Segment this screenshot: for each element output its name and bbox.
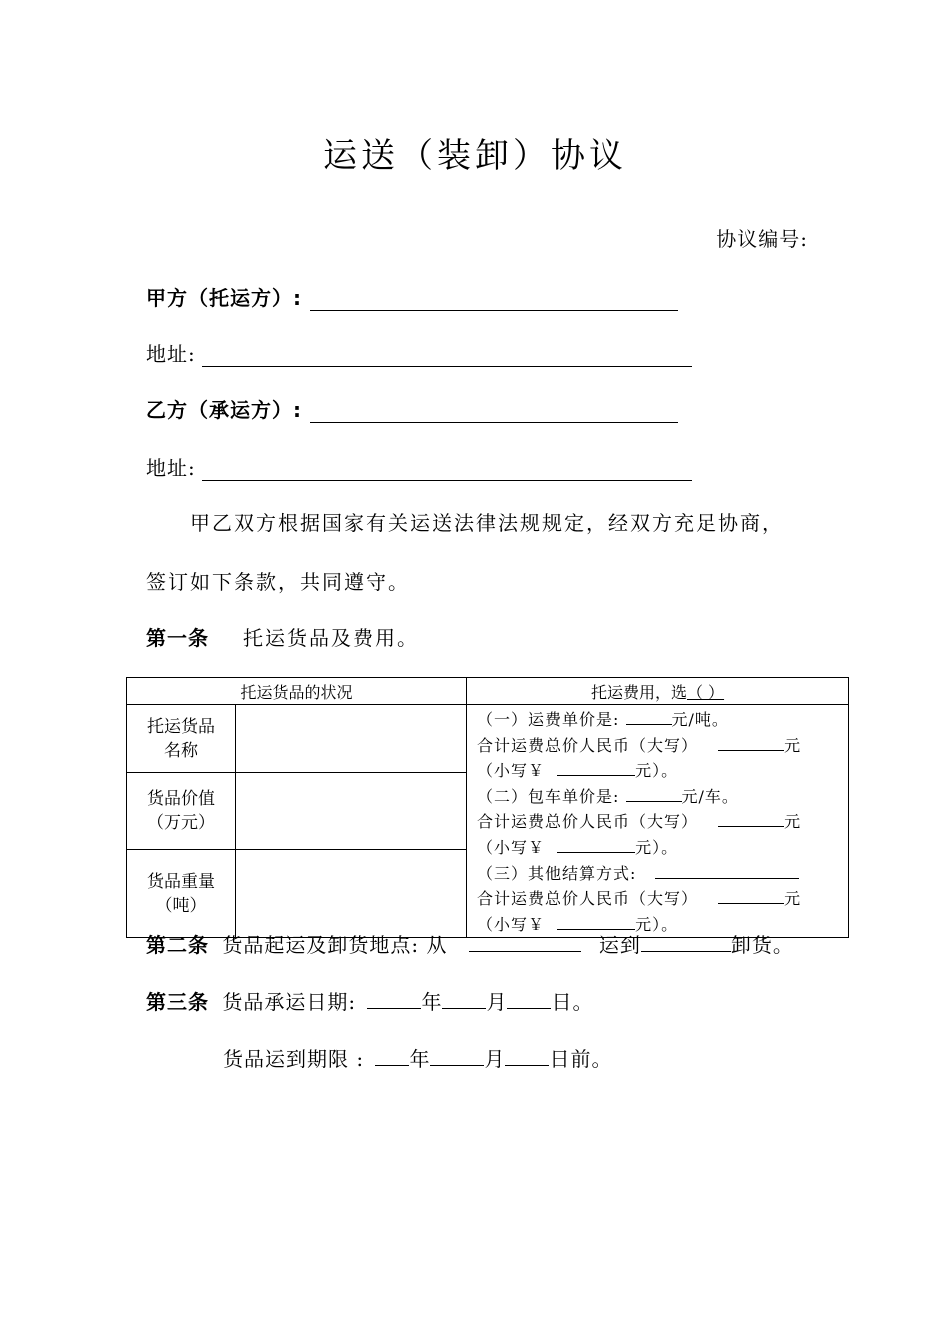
deadline-year-label: 年: [409, 1047, 431, 1071]
clause-2-to-label: 运到: [598, 933, 641, 957]
origin-blank[interactable]: [469, 932, 581, 952]
clause-2: [146, 929, 794, 958]
party-a-address-blank[interactable]: [202, 346, 692, 367]
deadline-day-label: 日前。: [549, 1047, 613, 1071]
party-b-blank[interactable]: [310, 402, 678, 423]
clause-3-title: 第三条: [146, 990, 209, 1014]
unit-price-vehicle-blank[interactable]: [626, 784, 682, 802]
total-small-2-blank[interactable]: [557, 835, 635, 853]
document-title: 运送（装卸）协议: [323, 136, 627, 176]
year-label: 年: [421, 990, 443, 1014]
unit-price-ton-blank[interactable]: [626, 707, 672, 725]
header-goods-status: 托运货品的状况: [127, 678, 467, 705]
fee-total-3: 合计运费总价人民币（大写） 元: [477, 886, 848, 912]
row-label-goods-value: 货品价值 （万元）: [127, 773, 236, 850]
party-a-address-row: [146, 338, 692, 367]
fee-total-2: 合计运费总价人民币（大写） 元: [477, 809, 848, 835]
clause-2-from-label: 货品起运及卸货地点: 从: [222, 933, 448, 957]
goods-name-cell[interactable]: [236, 705, 467, 773]
total-uppercase-2-blank[interactable]: [718, 809, 784, 827]
row-label-goods-weight: 货品重量 （吨）: [127, 850, 236, 938]
clause-1-title: 第一条: [146, 626, 209, 650]
intro-line-1: 甲乙双方根据国家有关运送法律法规规定，经双方充足协商，: [190, 511, 784, 535]
clause-3-date-label: 货品承运日期:: [222, 990, 357, 1014]
header-fees-label: 托运费用，选: [590, 682, 687, 702]
total-small-3-blank[interactable]: [557, 912, 635, 930]
ship-year-blank[interactable]: [367, 989, 421, 1009]
ship-month-blank[interactable]: [442, 989, 486, 1009]
clause-1: [146, 622, 419, 651]
deadline-day-blank[interactable]: [505, 1046, 549, 1066]
total-uppercase-3-blank[interactable]: [718, 886, 784, 904]
party-a-blank[interactable]: [310, 290, 678, 311]
table-row: [127, 705, 849, 773]
party-b-label: 乙方（承运方）:: [146, 398, 302, 422]
header-fees: [467, 678, 849, 705]
fee-small-2: （小写￥ 元）。: [477, 835, 848, 861]
fees-cell: [467, 705, 849, 938]
month-label: 月: [486, 990, 508, 1014]
deadline-month-label: 月: [484, 1047, 506, 1071]
goods-weight-cell[interactable]: [236, 850, 467, 938]
party-b-row: [146, 394, 678, 423]
party-b-address-blank[interactable]: [202, 460, 692, 481]
fee-option-1: （一）运费单价是: 元/吨。: [477, 707, 848, 733]
clause-1-text: 托运货品及费用。: [243, 626, 419, 650]
fee-total-1: 合计运费总价人民币（大写） 元: [477, 733, 848, 759]
fee-option-3: （三）其他结算方式:: [477, 861, 848, 887]
goods-table: [126, 677, 849, 938]
fee-small-1: （小写￥ 元）。: [477, 758, 848, 784]
deadline-label: 货品运到期限 :: [223, 1047, 365, 1071]
goods-value-cell[interactable]: [236, 773, 467, 850]
header-fees-choice[interactable]: （ ）: [686, 682, 725, 702]
party-b-address-row: [146, 452, 692, 481]
fee-small-3: （小写￥ 元）。: [477, 912, 848, 938]
day-label: 日。: [551, 990, 594, 1014]
other-method-blank[interactable]: [655, 861, 799, 879]
clause-2-end: 卸货。: [730, 933, 794, 957]
row-label-goods-name: 托运货品 名称: [127, 705, 236, 773]
table-header-row: [127, 678, 849, 705]
clause-2-title: 第二条: [146, 933, 209, 957]
party-a-label: 甲方（托运方）:: [146, 286, 302, 310]
clause-3: [146, 986, 593, 1015]
clause-3-deadline: [223, 1043, 612, 1072]
intro-line-2: 签订如下条款，共同遵守。: [146, 570, 410, 594]
total-small-1-blank[interactable]: [557, 758, 635, 776]
party-b-address-label: 地址:: [146, 456, 196, 480]
party-a-row: [146, 282, 678, 311]
deadline-month-blank[interactable]: [430, 1046, 484, 1066]
deadline-year-blank[interactable]: [375, 1046, 409, 1066]
total-uppercase-1-blank[interactable]: [718, 733, 784, 751]
agreement-number-label: 协议编号:: [716, 227, 808, 251]
destination-blank[interactable]: [641, 932, 731, 952]
ship-day-blank[interactable]: [507, 989, 551, 1009]
fee-option-2: （二）包车单价是: 元/车。: [477, 784, 848, 810]
party-a-address-label: 地址:: [146, 342, 196, 366]
